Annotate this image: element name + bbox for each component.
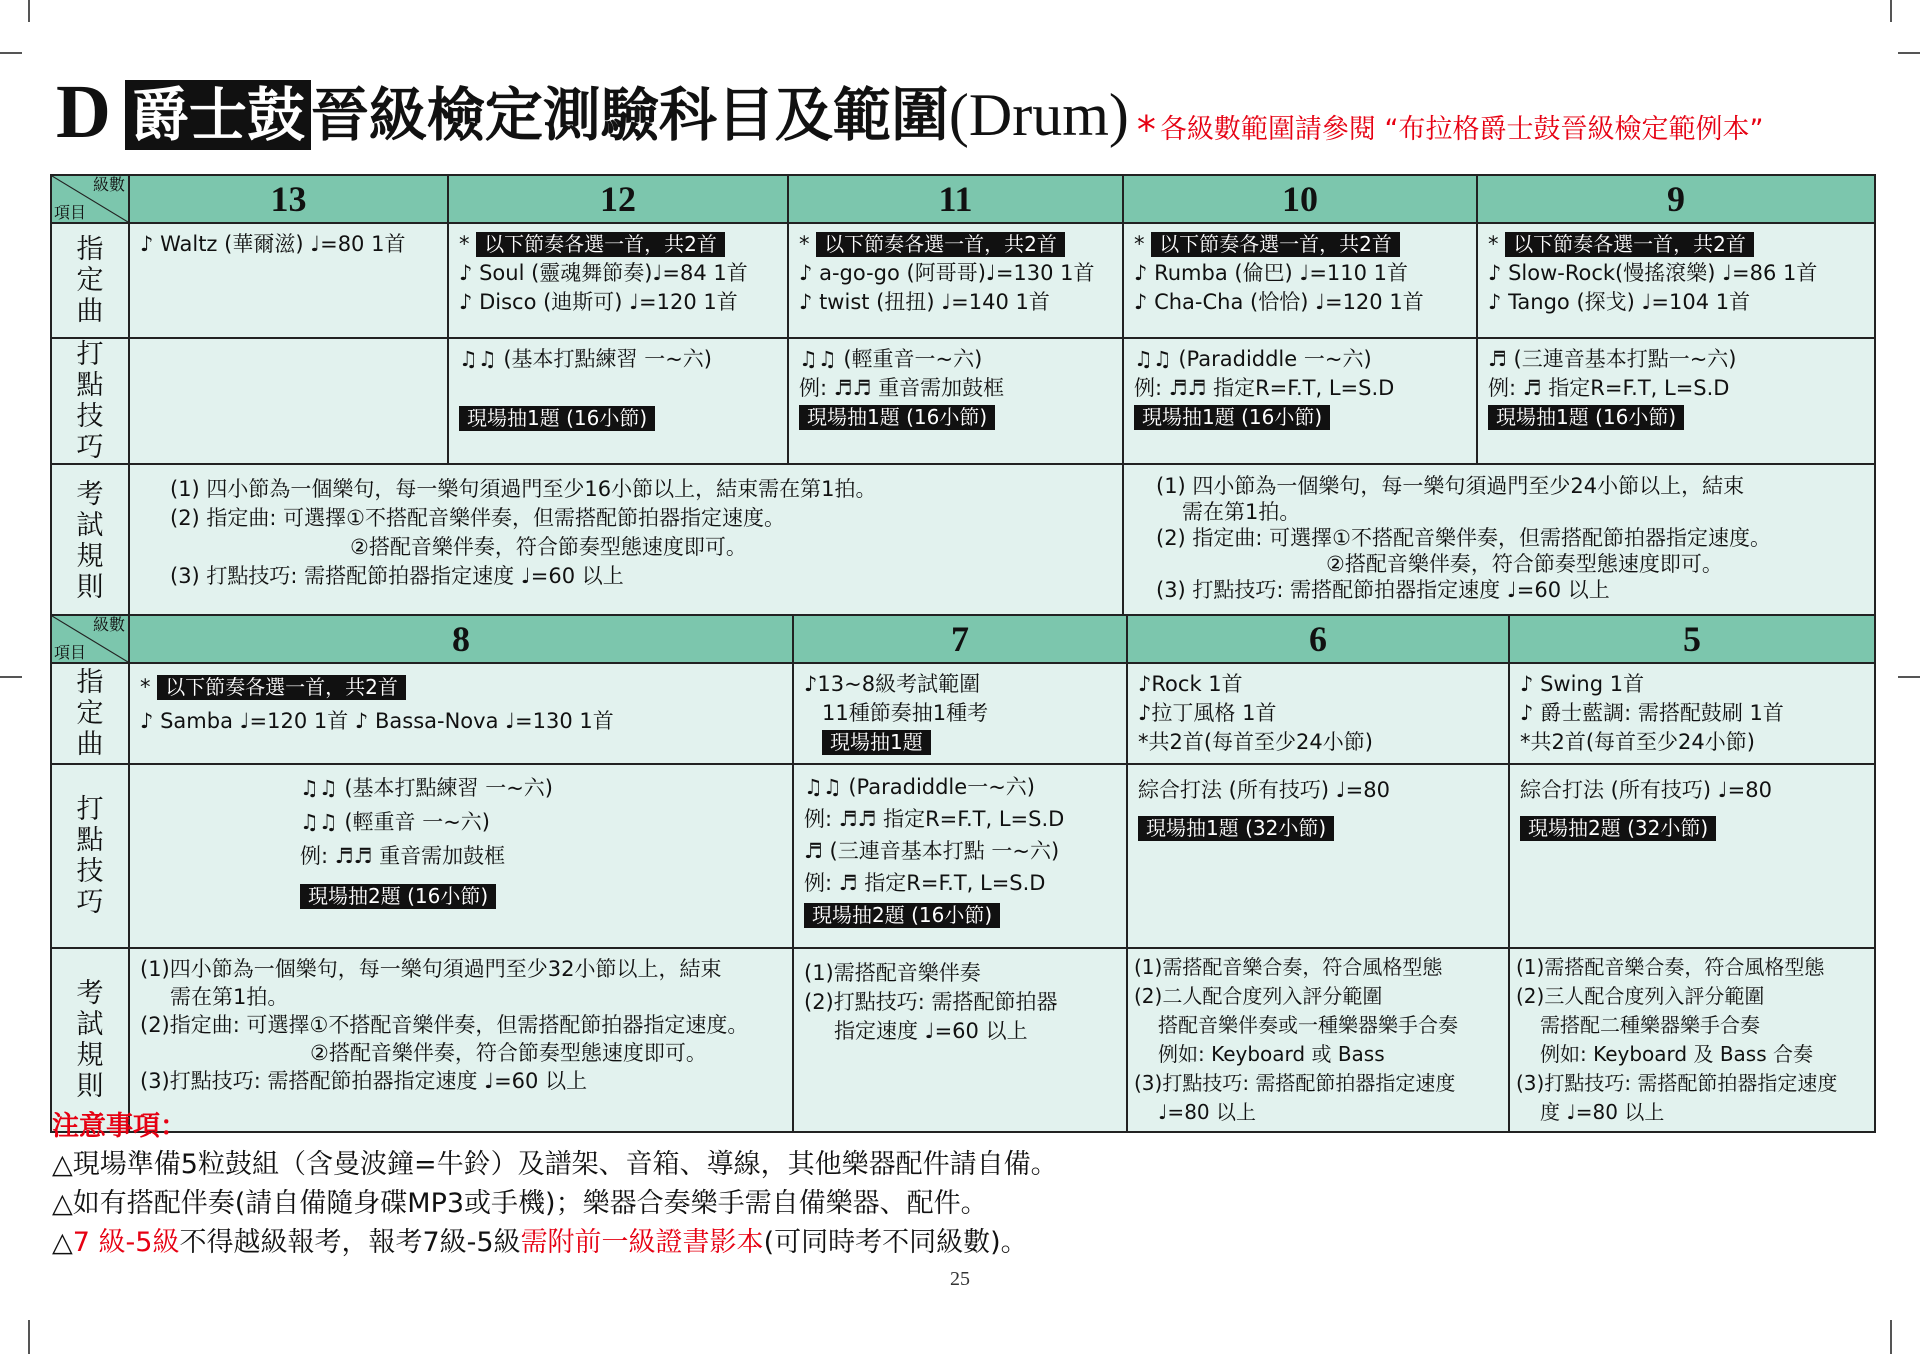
piece-line: ♪ Waltz (華爾滋) ♩=80 1首 [140,232,406,256]
piece-line: ♪ Slow-Rock(慢搖滾樂) ♩=86 1首 [1488,261,1818,285]
rule-line: (2) 指定曲: 可選擇①不搭配音樂伴奏，但需搭配節拍器指定速度。 [1156,526,1771,550]
crop-mark [0,52,22,54]
rule-line: (2)三人配合度列入評分範圍 [1516,984,1765,1008]
rule-line: 搭配音樂伴奏或一種樂器樂手合奏 [1158,1013,1458,1037]
rule-line: (2)打點技巧: 需搭配節拍器 [804,990,1058,1014]
technique-line: 例: ♬♬ 指定R=F.T, L=S.D [804,807,1065,831]
corner-col-label: 級數 [92,615,125,634]
pieces-6 [1127,663,1509,764]
rules-row [51,464,1875,617]
pieces-11: * 以下節奏各選一首，共2首 ♪ a-go-go (阿哥哥)♩=130 1首 ♪ twist (扭扭) ♩=140 1首 [788,223,1123,338]
piece-line: ♪ Cha-Cha (恰恰) ♩=120 1首 [1134,290,1424,314]
technique-line: ♫♫ (Paradiddle一~六) [804,775,1035,799]
note-text: 不得越級報考，報考7級-5級 [179,1227,521,1258]
title-boxed: 爵士鼓 [125,80,311,150]
draw-bar: 現場抽1題 [822,730,931,755]
technique-line: 例: ♬♬ 指定R=F.T, L=S.D [1134,376,1395,400]
technique-7 [793,764,1127,948]
level-12-header: 12 [448,175,788,223]
note-line-1: △現場準備5粒鼓組（含曼波鐘=牛鈴）及譜架、音箱、導線，其他樂器配件請自備。 [52,1149,1058,1180]
piece-line: *共2首(每首至少24小節) [1520,730,1755,754]
title-paren: (Drum) [948,82,1129,148]
title-star: * [1136,108,1156,152]
draw-bar: 現場抽2題 (16小節) [804,903,1000,928]
level-7-header: 7 [793,615,1127,663]
technique-line: ♫♫ (輕重音一~六) [799,347,983,371]
choice-bar: 以下節奏各選一首，共2首 [157,675,406,700]
rule-line: (2)二人配合度列入評分範圍 [1134,984,1383,1008]
technique-line: 綜合打法 (所有技巧) ♩=80 [1520,778,1772,802]
technique-11 [788,338,1123,464]
draw-bar: 現場抽1題 (16小節) [459,406,655,431]
level-10-header: 10 [1123,175,1477,223]
crop-mark [28,0,30,22]
draw-bar: 現場抽2題 (16小節) [300,884,496,909]
table-corner [51,175,129,223]
corner-row-label: 項目 [54,203,87,222]
row-head-pieces: 指定曲 [51,663,129,764]
crop-mark [1890,1320,1892,1354]
rule-line: (1) 四小節為一個樂句，每一樂句須過門至少24小節以上，結束 [1156,474,1745,498]
piece-line: ♪13~8級考試範圍 [804,672,981,696]
corner-col-label: 級數 [92,175,125,194]
title-reference-note: 各級數範圍請參閱 “布拉格爵士鼓晉級檢定範例本” [1159,114,1764,145]
rules-row [51,948,1875,1132]
level-header-row [51,175,1875,223]
pieces-12: * 以下節奏各選一首，共2首 ♪ Soul (靈魂舞節奏)♩=84 1首 ♪ Disco (迪斯可) ♩=120 1首 [448,223,788,338]
technique-line: ♬ (三連音基本打點 一~六) [804,839,1060,863]
rule-line: (3)打點技巧: 需搭配節拍器指定速度 [1516,1071,1838,1095]
draw-bar: 現場抽1題 (16小節) [1488,405,1684,430]
rule-line: ②搭配音樂伴奏，符合節奏型態速度即可。 [310,1041,707,1065]
technique-13 [129,338,448,464]
note-level-range: 7 級-5級 [72,1227,180,1258]
technique-6 [1127,764,1509,948]
pieces-5 [1509,663,1875,764]
level-11-header: 11 [788,175,1123,223]
choice-bar: 以下節奏各選一首，共2首 [1505,232,1754,257]
rule-line: (1)需搭配音樂伴奏 [804,961,981,985]
draw-bar: 現場抽2題 (32小節) [1520,816,1716,841]
rules-13-11 [129,464,1123,617]
rule-line: (3)打點技巧: 需搭配節拍器指定速度 ♩=60 以上 [140,1069,588,1093]
piece-line: ♪ Soul (靈魂舞節奏)♩=84 1首 [459,261,748,285]
note-line-3 [52,1220,1028,1259]
table-corner [51,615,129,663]
page-number: 25 [950,1268,970,1290]
rule-line: (3)打點技巧: 需搭配節拍器指定速度 [1134,1071,1456,1095]
piece-line: ♪ Swing 1首 [1520,672,1645,696]
lower-level-table [50,614,1876,1133]
piece-line: ♪ a-go-go (阿哥哥)♩=130 1首 [799,261,1095,285]
technique-line: 例: ♬ 指定R=F.T, L=S.D [1488,376,1730,400]
upper-level-table [50,174,1876,618]
crop-mark [28,1320,30,1354]
rule-line: ②搭配音樂伴奏，符合節奏型態速度即可。 [350,535,747,559]
piece-line: ♪ Samba ♩=120 1首 ♪ Bassa-Nova ♩=130 1首 [140,709,614,733]
choice-bar: 以下節奏各選一首，共2首 [816,232,1065,257]
rules-10-9 [1123,464,1875,617]
crop-mark [0,676,22,678]
rule-line: (3) 打點技巧: 需搭配節拍器指定速度 ♩=60 以上 [170,564,624,588]
pieces-7 [793,663,1127,764]
draw-bar: 現場抽1題 (16小節) [1134,405,1330,430]
technique-12 [448,338,788,464]
piece-line: ♪ twist (扭扭) ♩=140 1首 [799,290,1050,314]
level-6-header: 6 [1127,615,1509,663]
technique-line: ♫♫ (輕重音 一~六) [300,810,490,834]
level-8-header: 8 [129,615,793,663]
technique-line: ♬ (三連音基本打點一~六) [1488,347,1737,371]
notes-title: 注意事項： [52,1111,187,1142]
rules-6 [1127,948,1509,1132]
piece-line: ♪Rock 1首 [1138,672,1243,696]
piece-line: ♪ Rumba (倫巴) ♩=110 1首 [1134,261,1409,285]
technique-10 [1123,338,1477,464]
rule-line: (3) 打點技巧: 需搭配節拍器指定速度 ♩=60 以上 [1156,578,1610,602]
technique-line: ♫♫ (基本打點練習 一~六) [300,776,553,800]
piece-line: ♪ Tango (探戈) ♩=104 1首 [1488,290,1751,314]
technique-row [51,338,1875,464]
row-head-technique: 打點技巧 [51,764,129,948]
crop-mark [1890,0,1892,22]
crop-mark [1898,52,1920,54]
rule-line: (1) 四小節為一個樂句，每一樂句須過門至少16小節以上，結束需在第1拍。 [170,477,877,501]
pieces-8: * 以下節奏各選一首，共2首 ♪ Samba ♩=120 1首 ♪ Bassa-Nova ♩=130 1首 [129,663,793,764]
rule-line: 例如: Keyboard 及 Bass 合奏 [1540,1042,1813,1066]
pieces-row [51,663,1875,764]
note-line-2: △如有搭配伴奏(請自備隨身碟MP3或手機)；樂器合奏樂手需自備樂器、配件。 [52,1188,988,1219]
pieces-row [51,223,1875,338]
rule-line: (2) 指定曲: 可選擇①不搭配音樂伴奏，但需搭配節拍器指定速度。 [170,506,785,530]
rule-line: 需在第1拍。 [170,985,289,1009]
title-letter: D [56,70,111,154]
note-text-end: (可同時考不同級數)。 [763,1227,1028,1258]
note-certificate: 需附前一級證書影本 [520,1227,764,1258]
rule-line: (1)四小節為一個樂句，每一樂句須過門至少32小節以上，結束 [140,957,722,981]
pieces-9: * 以下節奏各選一首，共2首 ♪ Slow-Rock(慢搖滾樂) ♩=86 1首 ♪ Tango (探戈) ♩=104 1首 [1477,223,1875,338]
rules-7 [793,948,1127,1132]
level-13-header: 13 [129,175,448,223]
technique-8 [129,764,793,948]
crop-mark [1898,676,1920,678]
row-head-rules: 考試規則 [51,948,129,1132]
row-head-technique: 打點技巧 [51,338,129,464]
rule-line: (1)需搭配音樂合奏，符合風格型態 [1516,955,1825,979]
piece-line: ♪ Disco (迪斯可) ♩=120 1首 [459,290,738,314]
technique-line: ♫♫ (基本打點練習 一~六) [459,347,712,371]
rule-line: 需在第1拍。 [1182,500,1301,524]
piece-line: *共2首(每首至少24小節) [1138,730,1373,754]
level-5-header: 5 [1509,615,1875,663]
rule-line: 度 ♩=80 以上 [1540,1100,1665,1124]
piece-line: ♪拉丁風格 1首 [1138,701,1277,725]
page-title [56,70,1764,154]
draw-bar: 現場抽1題 (32小節) [1138,816,1334,841]
corner-row-label: 項目 [54,643,87,662]
pieces-13 [129,223,448,338]
piece-line: ♪ 爵士藍調: 需搭配鼓刷 1首 [1520,701,1784,725]
rule-line: 例如: Keyboard 或 Bass [1158,1042,1385,1066]
rule-line: ②搭配音樂伴奏，符合節奏型態速度即可。 [1326,552,1723,576]
piece-line: 11種節奏抽1種考 [822,701,989,725]
technique-line: ♫♫ (Paradiddle 一~六) [1134,347,1372,371]
draw-bar: 現場抽1題 (16小節) [799,405,995,430]
row-head-pieces: 指定曲 [51,223,129,338]
technique-5 [1509,764,1875,948]
rules-8 [129,948,793,1132]
rules-5 [1509,948,1875,1132]
technique-line: 例: ♬♬ 重音需加鼓框 [799,376,1005,400]
row-head-rules: 考試規則 [51,464,129,617]
rule-line: 指定速度 ♩=60 以上 [834,1019,1028,1043]
rule-line: (2)指定曲: 可選擇①不搭配音樂伴奏，但需搭配節拍器指定速度。 [140,1013,749,1037]
rule-line: (1)需搭配音樂合奏，符合風格型態 [1134,955,1443,979]
level-9-header: 9 [1477,175,1875,223]
choice-bar: 以下節奏各選一首，共2首 [476,232,725,257]
level-header-row [51,615,1875,663]
pieces-10: * 以下節奏各選一首，共2首 ♪ Rumba (倫巴) ♩=110 1首 ♪ Cha-Cha (恰恰) ♩=120 1首 [1123,223,1477,338]
technique-line: 綜合打法 (所有技巧) ♩=80 [1138,778,1390,802]
technique-line: 例: ♬ 指定R=F.T, L=S.D [804,871,1046,895]
note-triangle: △ [52,1227,73,1258]
choice-bar: 以下節奏各選一首，共2首 [1151,232,1400,257]
technique-9 [1477,338,1875,464]
rule-line: 需搭配二種樂器樂手合奏 [1540,1013,1760,1037]
title-main: 晉級檢定測驗科目及範圍 [310,81,949,149]
rule-line: ♩=80 以上 [1158,1100,1256,1124]
technique-row [51,764,1875,948]
technique-line: 例: ♬♬ 重音需加鼓框 [300,844,506,868]
